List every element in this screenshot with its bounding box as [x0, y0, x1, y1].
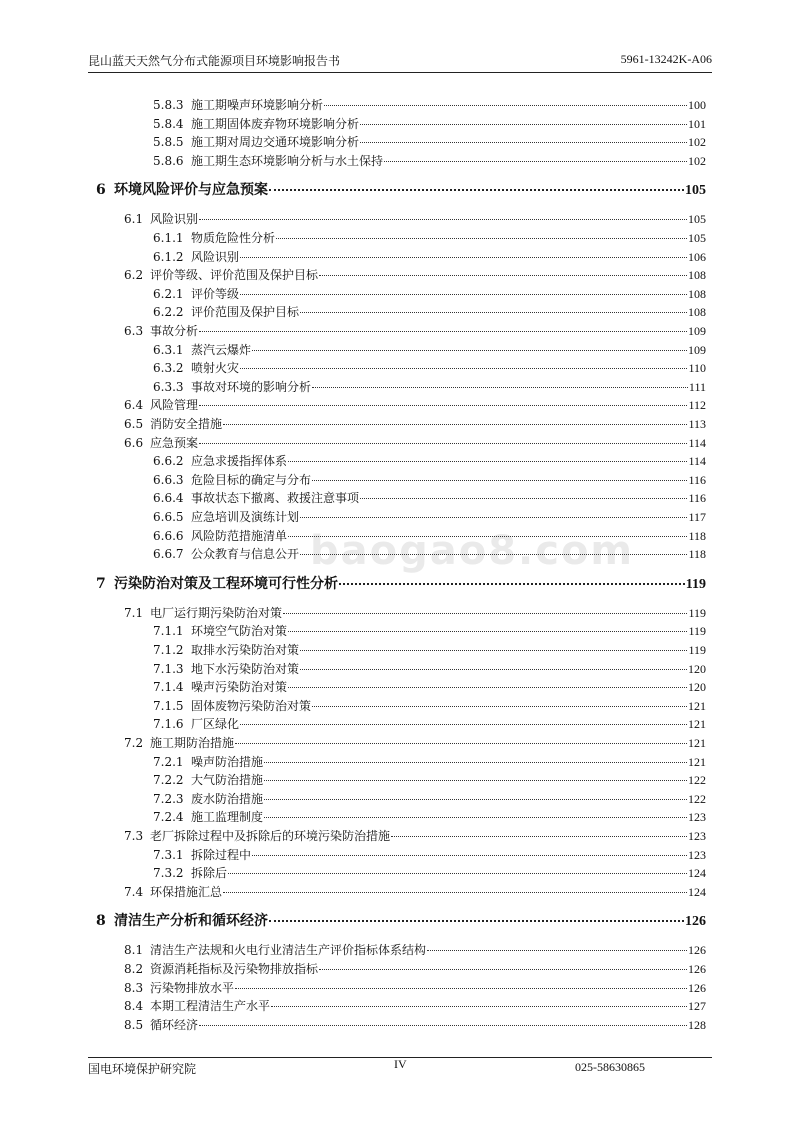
toc-entry-page: 111 [688, 379, 706, 394]
toc-entry-number: 8 [96, 913, 106, 930]
toc-entry-number: 5.8.6 [153, 153, 184, 168]
toc-entry-number: 6.2.2 [153, 305, 184, 320]
toc-entry-number: 7.1.6 [153, 717, 184, 732]
toc-dot-leader [360, 123, 687, 125]
toc-entry-title: 取排水污染防治对策 [191, 643, 300, 657]
toc-entry-page: 105 [685, 183, 706, 199]
toc-entry-page: 119 [685, 576, 706, 592]
toc-entry-number: 8.3 [124, 980, 144, 995]
toc-entry-number: 7.1.1 [153, 624, 184, 639]
toc-entry-number: 7.1 [124, 605, 144, 620]
toc-entry-number: 6.3.1 [153, 342, 184, 357]
toc-entry-page: 106 [688, 249, 706, 264]
toc-entry-title: 风险识别 [191, 249, 240, 264]
toc-entry-number: 6.4 [124, 398, 144, 413]
toc-entry-title: 老厂拆除过程中及拆除后的环境污染防治措施 [150, 829, 391, 843]
toc-entry[interactable] [153, 285, 706, 303]
toc-entry[interactable] [124, 434, 706, 452]
toc-entry-title: 喷射火灾 [191, 361, 240, 376]
toc-entry[interactable] [153, 527, 706, 545]
footer-phone: 025-58630865 [575, 1060, 645, 1074]
toc-entry-page: 118 [688, 528, 706, 543]
toc-entry-number: 6.3.3 [153, 379, 184, 394]
toc-entry-number: 6.1 [124, 212, 144, 227]
toc-entry-title: 评价等级 [191, 286, 240, 301]
toc-entry-page: 108 [688, 286, 706, 301]
toc-entry[interactable] [153, 489, 706, 507]
toc-entry-page: 121 [688, 717, 706, 732]
toc-entry-title: 厂区绿化 [191, 717, 240, 732]
toc-entry[interactable] [153, 808, 706, 826]
toc-entry-title: 环境风险评价与应急预案 [114, 182, 268, 199]
toc-entry[interactable] [153, 229, 706, 247]
toc-entry-number: 7.2.3 [153, 791, 184, 806]
toc-entry[interactable] [96, 573, 706, 595]
toc-dot-leader [312, 705, 687, 707]
toc-entry-number: 7.1.4 [153, 680, 184, 695]
toc-entry-title: 风险防范措施清单 [191, 528, 288, 543]
toc-entry[interactable] [124, 604, 706, 622]
toc-dot-leader [235, 987, 687, 989]
toc-dot-leader [240, 293, 687, 295]
toc-entry-page: 108 [688, 305, 706, 320]
toc-entry-title: 噪声污染防治对策 [191, 680, 288, 695]
toc-dot-leader [427, 949, 687, 951]
toc-entry-title: 电厂运行期污染防治对策 [150, 605, 283, 620]
toc-entry-title: 消防安全措施 [150, 417, 223, 431]
toc-entry[interactable] [124, 883, 706, 901]
toc-entry-title: 清洁生产法规和火电行业清洁生产评价指标体系结构 [150, 943, 427, 958]
toc-entry-number: 7 [96, 575, 106, 592]
toc-dot-leader [283, 612, 687, 614]
toc-dot-leader [264, 761, 687, 763]
toc-dot-leader [252, 349, 687, 351]
toc-dot-leader [319, 274, 687, 276]
toc-entry[interactable] [153, 471, 706, 489]
toc-entry-number: 6.6.2 [153, 454, 184, 469]
toc-entry[interactable] [124, 827, 706, 845]
toc-entry-page: 102 [688, 153, 706, 168]
watermark: baogao8.com [310, 528, 635, 574]
toc-entry-title: 废水防治措施 [191, 791, 264, 806]
toc-entry-page: 119 [688, 624, 706, 639]
toc-entry-title: 事故对环境的影响分析 [191, 379, 312, 394]
toc-entry-number: 7.2.1 [153, 754, 184, 769]
toc-entry-title: 施工期固体废弃物环境影响分析 [191, 116, 360, 131]
toc-dot-leader [300, 668, 687, 670]
toc-entry-number: 7.1.5 [153, 698, 184, 713]
toc-entry-title: 拆除后 [191, 866, 228, 881]
toc-entry[interactable] [124, 322, 706, 340]
toc-entry-page: 121 [688, 754, 706, 769]
toc-entry-number: 8.1 [124, 943, 144, 958]
toc-entry[interactable] [153, 303, 706, 321]
toc-dot-leader [288, 686, 687, 688]
toc-dot-leader [199, 330, 687, 332]
toc-entry-page: 123 [688, 847, 706, 862]
toc-entry[interactable] [153, 753, 706, 771]
toc-entry-title: 环境空气防治对策 [191, 624, 288, 639]
toc-entry-title: 应急求援指挥体系 [191, 454, 288, 469]
toc-entry-number: 6.1.2 [153, 249, 184, 264]
toc-entry-number: 6.6.3 [153, 472, 184, 487]
toc-dot-leader [360, 141, 687, 143]
toc-entry[interactable] [124, 734, 706, 752]
toc-entry-title: 施工期生态环境影响分析与水土保持 [191, 153, 384, 168]
toc-entry[interactable] [153, 115, 706, 133]
toc-entry-page: 109 [688, 324, 706, 338]
toc-entry[interactable] [153, 96, 706, 114]
toc-dot-leader [288, 535, 687, 537]
toc-entry-title: 地下水污染防治对策 [191, 661, 300, 676]
toc-entry-number: 8.4 [124, 999, 144, 1014]
toc-entry-number: 6.6.5 [153, 510, 184, 524]
document-code: 5961-13242K-A06 [620, 52, 712, 66]
toc-dot-leader [300, 649, 687, 651]
toc-dot-leader [391, 835, 687, 837]
toc-entry-title: 循环经济 [150, 1017, 199, 1032]
toc-entry-page: 119 [688, 605, 706, 620]
toc-entry-number: 6.6 [124, 435, 144, 450]
toc-entry-page: 118 [688, 547, 706, 562]
toc-entry-title: 清洁生产分析和循环经济 [114, 913, 268, 930]
toc-entry-title: 污染物排放水平 [150, 980, 235, 995]
toc-entry-title: 施工期防治措施 [150, 736, 235, 750]
toc-entry[interactable] [153, 697, 706, 715]
toc-entry[interactable] [124, 941, 706, 959]
toc-entry[interactable] [153, 152, 706, 170]
toc-entry-page: 120 [688, 661, 706, 676]
toc-dot-leader [269, 188, 684, 191]
toc-entry[interactable] [153, 452, 706, 470]
toc-entry-number: 6.3.2 [153, 361, 184, 376]
toc-entry-title: 环保措施汇总 [150, 884, 223, 899]
toc-entry-number: 7.3.1 [153, 847, 184, 862]
toc-entry-page: 117 [688, 510, 706, 524]
toc-entry-number: 6.6.7 [153, 547, 184, 562]
toc-dot-leader [235, 742, 687, 744]
toc-entry[interactable] [153, 660, 706, 678]
toc-entry-title: 污染防治对策及工程环境可行性分析 [114, 575, 338, 592]
toc-dot-leader [264, 816, 687, 818]
toc-entry-page: 121 [688, 736, 706, 750]
toc-entry-title: 危险目标的确定与分布 [191, 472, 312, 487]
toc-entry[interactable] [124, 1016, 706, 1034]
toc-entry-title: 施工期对周边交通环境影响分析 [191, 135, 360, 150]
toc-entry-page: 114 [688, 435, 706, 450]
toc-entry-page: 114 [688, 454, 706, 469]
toc-entry-number: 6.6.4 [153, 491, 184, 506]
toc-entry[interactable] [153, 790, 706, 808]
toc-entry[interactable] [153, 341, 706, 359]
toc-dot-leader [384, 160, 687, 162]
toc-entry[interactable] [153, 678, 706, 696]
toc-entry-title: 蒸汽云爆炸 [191, 342, 252, 357]
toc-entry-page: 116 [688, 472, 706, 487]
toc-dot-leader [312, 479, 687, 481]
toc-entry[interactable] [124, 960, 706, 978]
toc-dot-leader [223, 891, 687, 893]
toc-entry-page: 127 [688, 999, 706, 1014]
toc-entry-number: 8.5 [124, 1017, 144, 1032]
toc-entry-number: 8.2 [124, 962, 144, 976]
toc-entry-number: 7.2 [124, 736, 144, 750]
page-number: IV [394, 1057, 407, 1071]
toc-dot-leader [223, 423, 687, 425]
toc-dot-leader [264, 798, 687, 800]
toc-entry[interactable] [124, 266, 706, 284]
toc-entry-page: 123 [688, 810, 706, 825]
toc-entry-number: 6.5 [124, 417, 144, 431]
toc-entry-title: 评价等级、评价范围及保护目标 [150, 268, 319, 283]
toc-entry-number: 6.2 [124, 268, 144, 283]
toc-entry-title: 大气防治措施 [191, 773, 264, 788]
toc-entry[interactable] [153, 622, 706, 640]
toc-entry[interactable] [153, 508, 706, 526]
toc-entry-page: 112 [688, 398, 706, 413]
toc-entry-number: 6 [96, 182, 106, 199]
toc-entry-title: 应急培训及演练计划 [191, 510, 300, 524]
toc-entry-page: 126 [688, 962, 706, 976]
toc-entry[interactable] [124, 997, 706, 1015]
toc-entry-title: 资源消耗指标及污染物排放指标 [150, 962, 319, 976]
toc-dot-leader [240, 723, 687, 725]
toc-entry-number: 5.8.3 [153, 98, 184, 112]
toc-dot-leader [288, 630, 687, 632]
toc-entry-title: 风险识别 [150, 212, 199, 227]
toc-entry[interactable] [153, 715, 706, 733]
toc-dot-leader [339, 582, 685, 585]
toc-entry[interactable] [153, 771, 706, 789]
toc-entry-title: 物质危险性分析 [191, 231, 276, 245]
toc-entry-number: 7.3 [124, 829, 144, 843]
toc-entry[interactable] [124, 415, 706, 433]
toc-dot-leader [228, 872, 687, 874]
toc-entry[interactable] [124, 396, 706, 414]
toc-entry-page: 119 [688, 643, 706, 657]
toc-entry-page: 126 [688, 980, 706, 995]
header-rule [88, 72, 712, 73]
toc-entry-number: 7.2.2 [153, 773, 184, 788]
toc-entry-title: 评价范围及保护目标 [191, 305, 300, 320]
toc-entry[interactable] [153, 248, 706, 266]
toc-entry[interactable] [124, 979, 706, 997]
toc-dot-leader [319, 968, 687, 970]
toc-entry-page: 128 [688, 1017, 706, 1032]
toc-entry-page: 120 [688, 680, 706, 695]
toc-entry-title: 施工监理制度 [191, 810, 264, 825]
toc-entry-page: 110 [688, 361, 706, 376]
toc-entry[interactable] [124, 210, 706, 228]
toc-dot-leader [264, 779, 687, 781]
page-header [88, 52, 712, 72]
toc-entry-number: 6.1.1 [153, 231, 184, 245]
toc-entry[interactable] [153, 545, 706, 563]
toc-dot-leader [324, 104, 687, 106]
toc-dot-leader [271, 1005, 687, 1007]
toc-entry-number: 7.3.2 [153, 866, 184, 881]
toc-entry[interactable] [96, 179, 706, 201]
toc-entry-title: 本期工程清洁生产水平 [150, 999, 271, 1014]
toc-entry-title: 风险管理 [150, 398, 199, 413]
toc-dot-leader [360, 497, 687, 499]
toc-entry-title: 固体废物污染防治对策 [191, 698, 312, 713]
toc-entry[interactable] [96, 910, 706, 932]
toc-entry-page: 121 [688, 698, 706, 713]
document-title: 昆山蓝天天然气分布式能源项目环境影响报告书 [88, 54, 341, 68]
toc-dot-leader [300, 553, 687, 555]
toc-dot-leader [199, 218, 687, 220]
toc-entry-number: 7.4 [124, 884, 144, 899]
toc-dot-leader [240, 256, 687, 258]
toc-entry[interactable] [153, 133, 706, 151]
toc-entry-page: 101 [688, 116, 706, 131]
toc-entry-title: 拆除过程中 [191, 847, 252, 862]
toc-entry-number: 7.1.2 [153, 643, 184, 657]
toc-entry-page: 126 [685, 914, 706, 930]
toc-dot-leader [269, 919, 684, 922]
toc-dot-leader [312, 386, 688, 388]
toc-entry-number: 6.3 [124, 324, 144, 338]
toc-dot-leader [199, 442, 687, 444]
toc-dot-leader [288, 460, 687, 462]
toc-entry[interactable] [153, 864, 706, 882]
toc-entry-page: 116 [688, 491, 706, 506]
toc-entry-title: 事故状态下撤离、救援注意事项 [191, 491, 360, 506]
toc-dot-leader [276, 237, 687, 239]
toc-dot-leader [240, 367, 687, 369]
toc-entry-page: 124 [688, 884, 706, 899]
toc-dot-leader [199, 1024, 687, 1026]
toc-entry-title: 事故分析 [150, 324, 199, 338]
toc-dot-leader [252, 854, 687, 856]
toc-entry-title: 噪声防治措施 [191, 754, 264, 769]
toc-entry-number: 5.8.5 [153, 135, 184, 150]
toc-entry-number: 6.6.6 [153, 528, 184, 543]
toc-entry[interactable] [153, 846, 706, 864]
toc-entry-number: 7.1.3 [153, 661, 184, 676]
toc-entry-page: 123 [688, 829, 706, 843]
toc-entry-page: 105 [688, 212, 706, 227]
toc-entry-number: 7.2.4 [153, 810, 184, 825]
toc-entry[interactable] [153, 641, 706, 659]
toc-entry-page: 108 [688, 268, 706, 283]
toc-entry-page: 105 [688, 231, 706, 245]
toc-entry[interactable] [153, 378, 706, 396]
toc-entry-page: 124 [688, 866, 706, 881]
toc-entry-number: 5.8.4 [153, 116, 184, 131]
toc-entry-title: 公众教育与信息公开 [191, 547, 300, 562]
toc-dot-leader [300, 516, 687, 518]
toc-entry-page: 100 [688, 98, 706, 112]
toc-entry-page: 126 [688, 943, 706, 958]
toc-entry-page: 122 [688, 791, 706, 806]
toc-dot-leader [199, 404, 687, 406]
toc-dot-leader [300, 311, 687, 313]
toc-entry-title: 应急预案 [150, 435, 199, 450]
toc-entry-page: 113 [688, 417, 706, 431]
toc-entry-page: 122 [688, 773, 706, 788]
toc-entry-page: 102 [688, 135, 706, 150]
toc-entry[interactable] [153, 359, 706, 377]
toc-entry-number: 6.2.1 [153, 286, 184, 301]
page-footer [88, 1057, 712, 1078]
toc-entry-title: 施工期噪声环境影响分析 [191, 98, 324, 112]
footer-organization: 国电环境保护研究院 [88, 1062, 197, 1076]
toc-entry-page: 109 [688, 342, 706, 357]
